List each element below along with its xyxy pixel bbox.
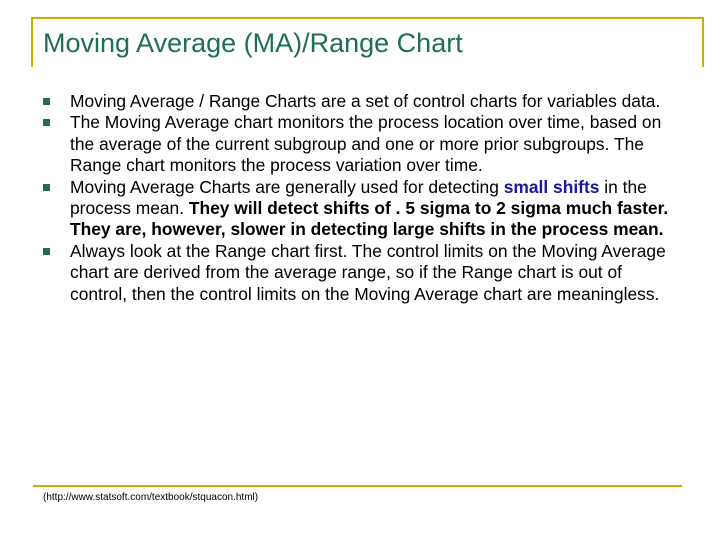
bullet-item	[70, 241, 670, 305]
square-bullet-icon	[43, 184, 50, 191]
left-rule	[31, 17, 33, 67]
source-citation: (http://www.statsoft.com/textbook/stquacon.html)	[43, 492, 259, 503]
slide-title: Moving Average (MA)/Range Chart	[43, 28, 463, 58]
bullet-list	[70, 91, 670, 305]
bullet-text-emphasis: They will detect shifts of . 5 sigma to 2 sigma much faster. They are, however, slower in detecting large shifts in the process mean.	[70, 198, 669, 240]
bullet-text-intro: Moving Average Charts are generally used for detecting	[70, 176, 504, 197]
bullet-text: Always look at the Range chart first. The control limits on the Moving Average chart are derived from the average range, so if the Range chart is out of control, then the control limits on the Moving Average chart are meaningless.	[70, 240, 666, 304]
bullet-item	[70, 177, 670, 241]
bullet-text: The Moving Average chart monitors the process location over time, based on the average of the current subgroup and one or more prior subgroups. The Range chart monitors the process variation over time.	[70, 112, 662, 176]
square-bullet-icon	[43, 119, 50, 126]
top-rule	[31, 17, 704, 19]
footer-rule	[33, 485, 682, 487]
right-rule	[702, 17, 704, 67]
bullet-text-mid: in the process mean.	[70, 176, 647, 219]
bullet-item	[70, 91, 670, 112]
square-bullet-icon	[43, 98, 50, 105]
bullet-item	[70, 112, 670, 176]
square-bullet-icon	[43, 248, 50, 255]
highlight-small-shifts: small shifts	[503, 176, 600, 197]
bullet-text: Moving Average / Range Charts are a set of control charts for variables data.	[70, 91, 661, 111]
